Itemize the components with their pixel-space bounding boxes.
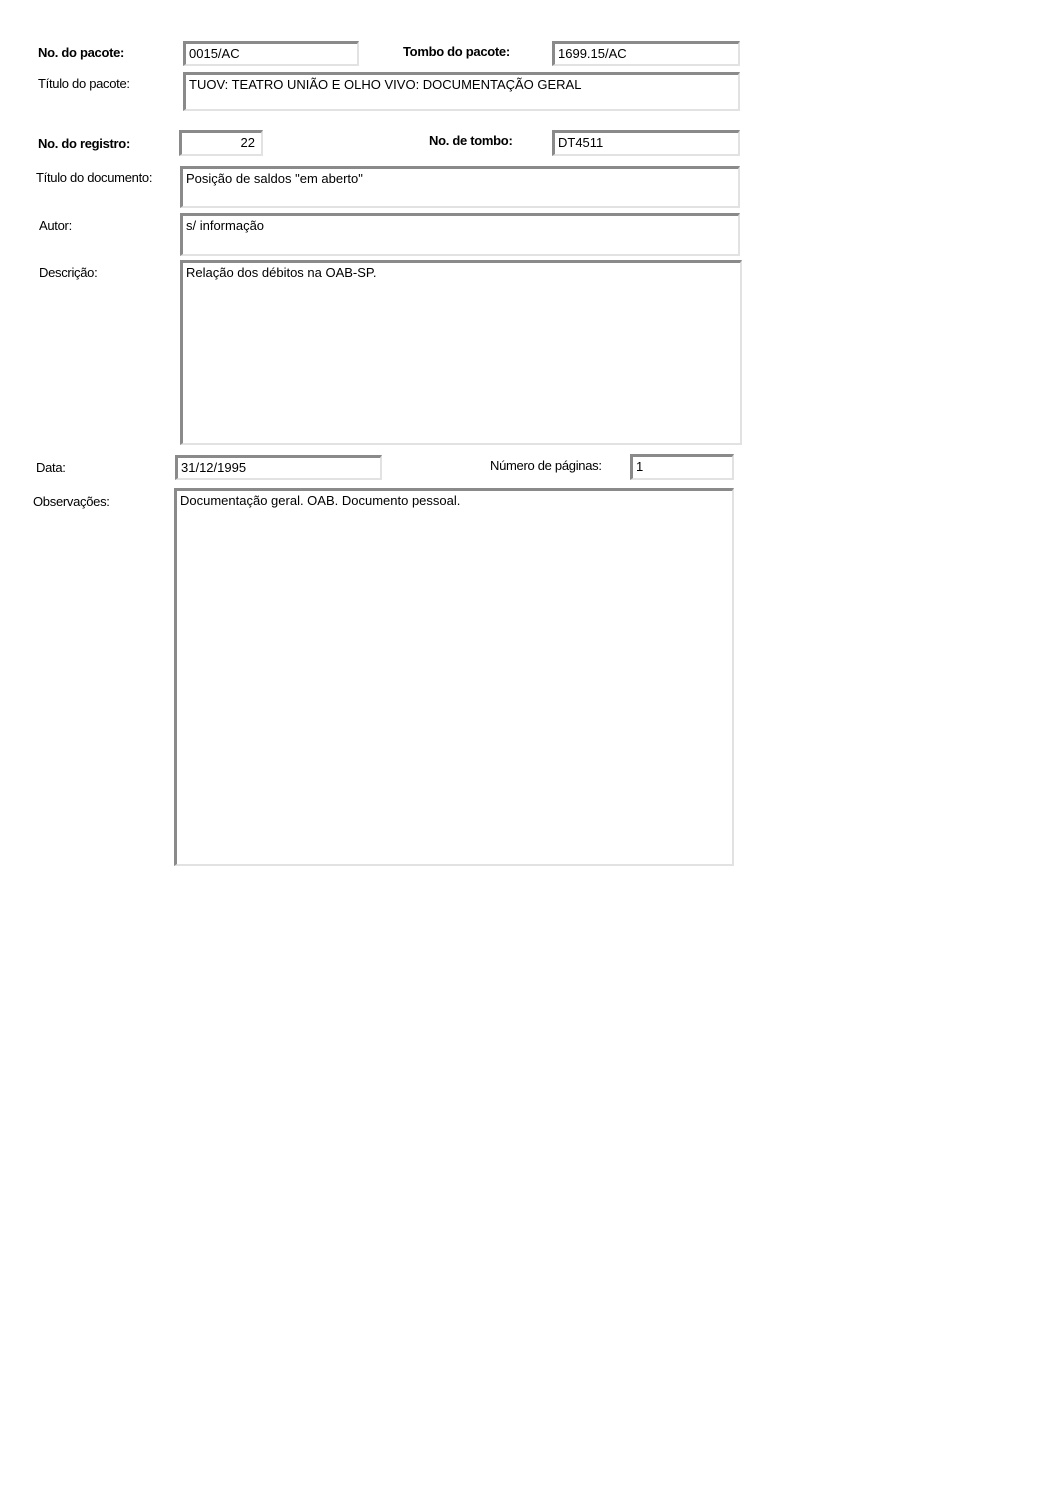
package-number-field[interactable]: 0015/AC	[183, 41, 359, 66]
package-title-field[interactable]: TUOV: TEATRO UNIÃO E OLHO VIVO: DOCUMENTAÇÃO GERAL	[183, 72, 740, 111]
package-number-label: No. do pacote:	[38, 45, 125, 60]
author-field[interactable]: s/ informação	[180, 213, 740, 256]
author-label: Autor:	[39, 218, 72, 233]
document-title-field[interactable]: Posição de saldos "em aberto"	[180, 166, 740, 208]
registry-number-label: No. do registro:	[38, 136, 130, 151]
description-field[interactable]: Relação dos débitos na OAB-SP.	[180, 260, 742, 445]
record-tombo-field[interactable]: DT4511	[552, 130, 740, 156]
notes-field[interactable]: Documentação geral. OAB. Documento pessoal.	[174, 488, 734, 866]
notes-label: Observações:	[33, 494, 110, 509]
package-tombo-label: Tombo do pacote:	[403, 44, 510, 59]
registry-number-field[interactable]: 22	[179, 130, 263, 156]
pages-field[interactable]: 1	[630, 454, 734, 480]
package-title-label: Título do pacote:	[38, 76, 130, 91]
description-label: Descrição:	[39, 265, 98, 280]
document-title-label: Título do documento:	[36, 170, 153, 185]
pages-label: Número de páginas:	[490, 458, 602, 473]
record-tombo-label: No. de tombo:	[429, 133, 513, 148]
package-tombo-field[interactable]: 1699.15/AC	[552, 41, 740, 66]
date-label: Data:	[36, 460, 66, 475]
date-field[interactable]: 31/12/1995	[175, 455, 382, 480]
